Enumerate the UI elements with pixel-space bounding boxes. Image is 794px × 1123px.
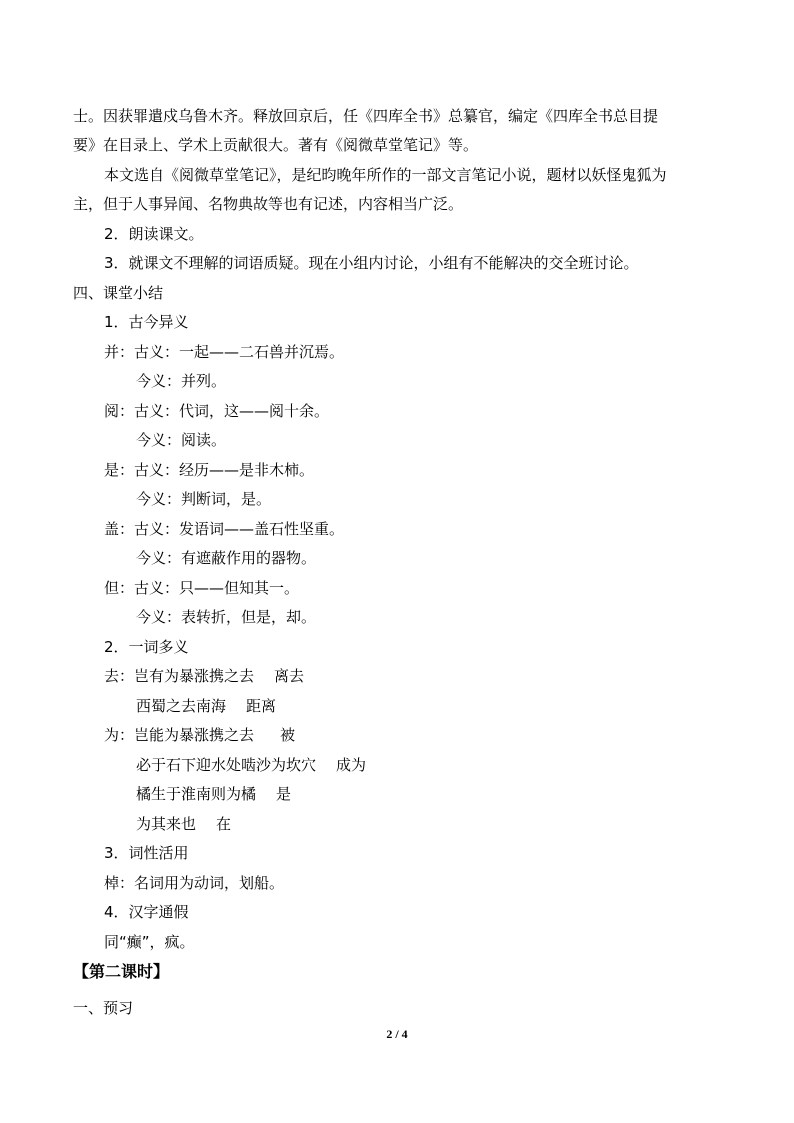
example-meaning: 距离	[246, 697, 277, 715]
example-meaning: 成为	[336, 756, 367, 774]
polysemy-qu-2	[136, 696, 276, 716]
word-yue-modern: 今义：阅读。	[136, 431, 227, 449]
lesson-two-title: 【第二课时】	[73, 962, 170, 981]
word-dan-modern: 今义：表转折，但是，却。	[136, 608, 317, 626]
intro-p2-line1: 本文选自《阅微草堂笔记》，是纪昀晚年所作的一部文言笔记小说，题材以妖怪鬼狐为	[104, 166, 667, 184]
section-title-ancient-modern: 1．古今异义	[104, 313, 189, 331]
polysemy-wei-1	[104, 725, 295, 745]
word-yue-ancient: 阅：古义：代词，这——阅十余。	[104, 402, 330, 420]
polysemy-qu-1	[104, 666, 304, 686]
step-discussion: 3．就课文不理解的词语质疑。现在小组内讨论，小组有不能解决的交全班讨论。	[104, 254, 639, 272]
word-class-item: 棹：名词用为动词，划船。	[104, 874, 285, 892]
intro-p1-line2: 要》在目录上、学术上贡献很大。著有《阅微草堂笔记》等。	[73, 136, 479, 154]
example-text: 必于石下迎水处啮沙为坎穴	[136, 756, 317, 774]
summary-heading: 四、课堂小结	[73, 284, 164, 302]
page-number: 2 / 4	[386, 1027, 408, 1041]
example-text: 西蜀之去南海	[136, 697, 227, 715]
word-gai-ancient: 盖：古义：发语词——盖石性坚重。	[104, 520, 345, 538]
polysemy-wei-3	[136, 784, 291, 804]
example-meaning: 是	[276, 785, 292, 803]
example-text: 为其来也	[136, 815, 197, 833]
example-meaning: 离去	[274, 667, 305, 685]
example-text: 为：岂能为暴涨携之去	[104, 726, 255, 744]
word-shi-modern: 今义：判断词，是。	[136, 490, 272, 508]
intro-p1-line1: 士。因获罪遣戍乌鲁木齐。释放回京后，任《四库全书》总纂官，编定《四库全书总目提	[73, 107, 659, 125]
word-shi-ancient: 是：古义：经历——是非木柿。	[104, 461, 315, 479]
example-text: 去：岂有为暴涨携之去	[104, 667, 255, 685]
section-title-tongjia: 4．汉字通假	[104, 903, 189, 921]
example-text: 橘生于淮南则为橘	[136, 785, 257, 803]
intro-p2-line2: 主，但于人事异闻、名物典故等也有记述，内容相当广泛。	[73, 195, 464, 213]
word-gai-modern: 今义：有遮蔽作用的器物。	[136, 549, 317, 567]
word-dan-ancient: 但：古义：只——但知其一。	[104, 579, 300, 597]
word-bing-ancient: 并：古义：一起——二石兽并沉焉。	[104, 343, 345, 361]
tongjia-item: 同“癫”，疯。	[104, 933, 195, 951]
word-bing-modern: 今义：并列。	[136, 372, 227, 390]
preview-heading: 一、预习	[73, 999, 134, 1017]
step-read-aloud: 2．朗读课文。	[104, 225, 204, 243]
example-meaning: 在	[216, 815, 232, 833]
polysemy-wei-4	[136, 814, 231, 834]
section-title-polysemy: 2．一词多义	[104, 638, 189, 656]
polysemy-wei-2	[136, 755, 366, 775]
example-meaning: 被	[280, 726, 296, 744]
section-title-word-class: 3．词性活用	[104, 844, 189, 862]
